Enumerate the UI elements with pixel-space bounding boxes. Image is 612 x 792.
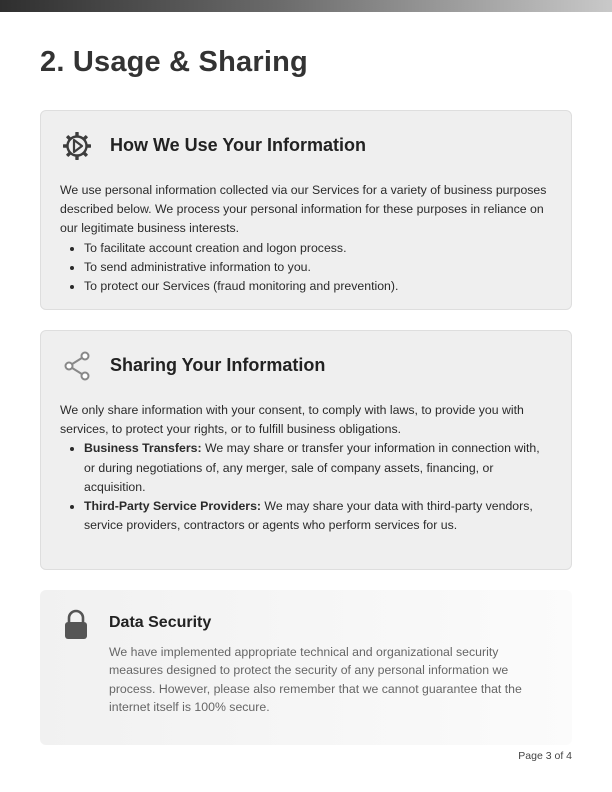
list-item bbox=[84, 439, 551, 497]
list-item-label: Third-Party Service Providers: bbox=[84, 499, 262, 514]
top-accent-bar bbox=[0, 0, 612, 12]
usage-heading: How We Use Your Information bbox=[110, 135, 367, 155]
security-body: We have implemented appropriate technical and organizational security measures designed to protect the security of any personal information we process. However, please also remember that we cannot guarantee that the internet itself is 100% secure. bbox=[109, 645, 522, 714]
page-number: Page 3 of 4 bbox=[518, 750, 572, 762]
usage-list bbox=[84, 239, 551, 297]
sharing-intro: We only share information with your consent, to comply with laws, to provide you with services, to protect your rights, or to fulfill business obligations. bbox=[60, 403, 524, 437]
security-card bbox=[40, 590, 572, 745]
security-heading: Data Security bbox=[109, 614, 212, 631]
list-item-label: Business Transfers: bbox=[84, 441, 202, 456]
usage-intro: We use personal information collected via our Services for a variety of business purposes described below. We process your personal information for these purposes in reliance on our legitimate business interests. bbox=[60, 183, 547, 236]
sharing-body bbox=[60, 401, 551, 535]
sharing-card bbox=[40, 330, 572, 570]
list-item-text: We may share or transfer your information in connection with, or during negotiations of, any merger, sale of company assets, financing, or acquisition. bbox=[84, 441, 540, 494]
lock-icon bbox=[62, 609, 94, 641]
list-item-text: We may share your data with third-party vendors, service providers, contractors or agents who perform services for us. bbox=[84, 499, 533, 533]
usage-card bbox=[40, 110, 572, 310]
share-icon bbox=[61, 350, 93, 382]
list-item: • To protect our Services (fraud monitoring and prevention). bbox=[84, 277, 551, 296]
list-item: • To send administrative information to you. bbox=[84, 258, 551, 277]
page-title: 2. Usage & Sharing bbox=[40, 46, 308, 78]
sharing-heading: Sharing Your Information bbox=[110, 355, 326, 375]
usage-body bbox=[60, 181, 551, 296]
list-item: • To facilitate account creation and logon process. bbox=[84, 239, 551, 258]
gear-icon bbox=[61, 130, 93, 162]
sharing-list bbox=[84, 439, 551, 535]
list-item bbox=[84, 497, 551, 535]
